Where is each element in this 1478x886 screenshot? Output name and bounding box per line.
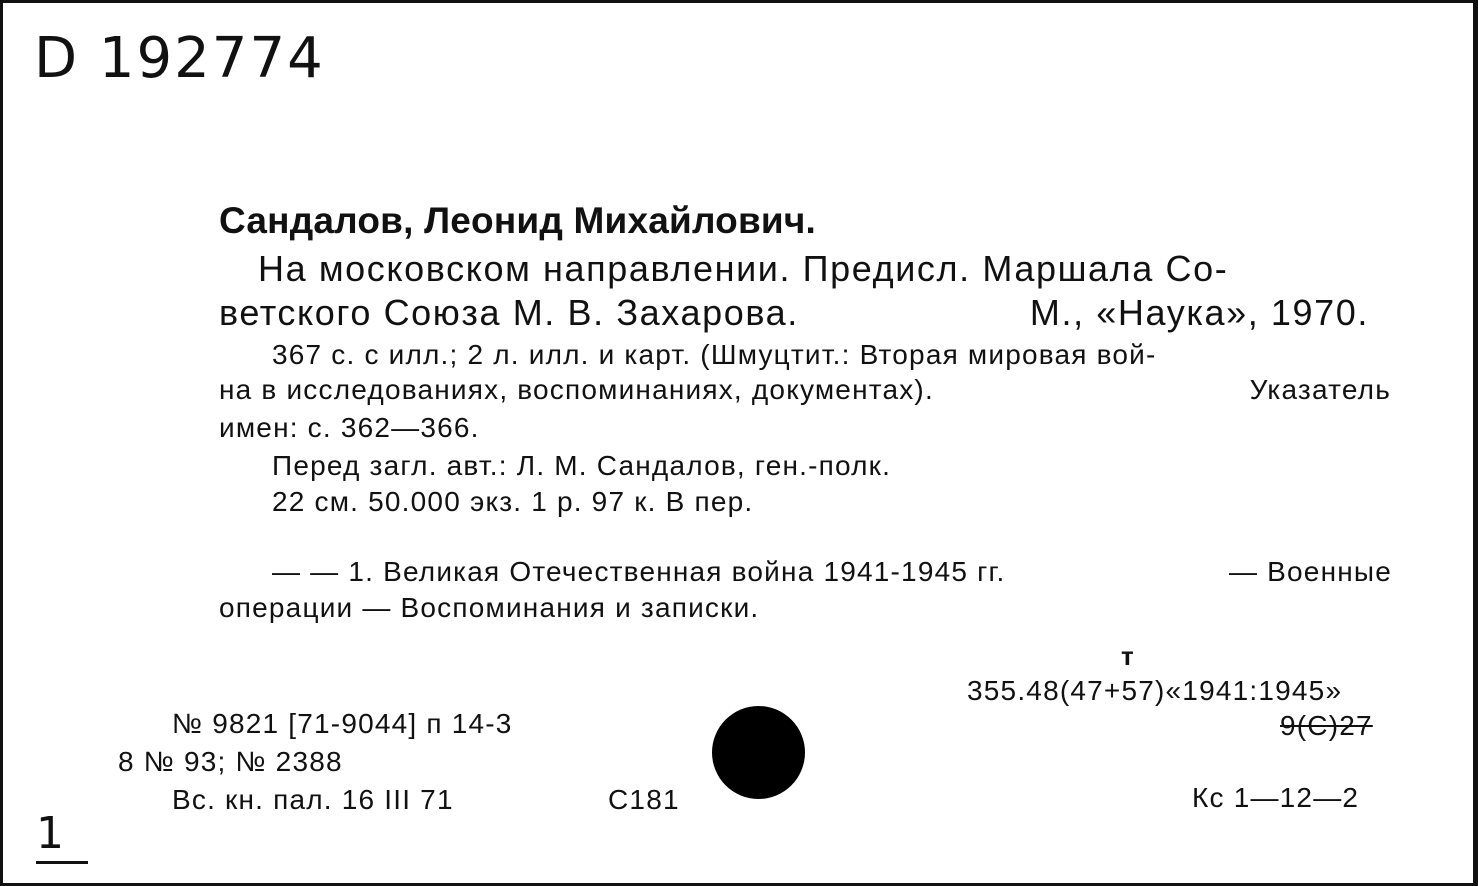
- book-chamber-stamp: Вс. кн. пал. 16 III 71: [172, 784, 454, 815]
- description-line-5: 22 см. 50.000 экз. 1 р. 97 к. В пер.: [272, 486, 754, 517]
- card-border-right: [1473, 0, 1478, 886]
- description-line-1: 367 с. с илл.; 2 л. илл. и карт. (Шмуцтит.: Вторая мировая вой-: [272, 339, 1157, 370]
- title-line-2-text: ветского Союза М. В. Захарова.: [219, 292, 799, 333]
- description-line-4: Перед загл. авт.: Л. М. Сандалов, ген.-полк.: [272, 450, 892, 481]
- tick-mark: т: [1121, 641, 1134, 671]
- card-border-left: [0, 0, 3, 886]
- subject-line-2: операции — Воспоминания и записки.: [219, 592, 760, 623]
- description-line-2-text: на в исследованиях, воспоминаниях, документах).: [219, 374, 934, 405]
- call-number: D 192774: [34, 26, 325, 91]
- title-line-1: На московском направлении. Предисл. Маршала Со-: [258, 248, 1229, 289]
- subject-line-1-end: — Военные: [1228, 556, 1392, 587]
- crossed-code: 9(С)27: [1280, 710, 1373, 741]
- handwritten-mark: 1: [36, 808, 64, 859]
- description-line-3: имен: с. 362—366.: [219, 412, 480, 443]
- handwritten-underline: [36, 861, 88, 864]
- author-heading: Сандалов, Леонид Михайлович.: [219, 200, 817, 241]
- punch-hole: [712, 706, 805, 799]
- classification-index: 355.48(47+57)«1941:1945»: [967, 675, 1343, 706]
- title-line-2: [219, 292, 1369, 334]
- subject-line-1: [272, 556, 1392, 588]
- index-label: Указатель: [1249, 374, 1391, 405]
- order-number: № 9821 [71-9044] п 14-3: [172, 708, 513, 739]
- subject-line-1-text: — — 1. Великая Отечественная война 1941-1945 гг.: [272, 556, 1006, 587]
- kc-code: Кс 1—12—2: [1192, 782, 1360, 813]
- catalog-code: С181: [608, 784, 680, 815]
- description-line-2: [219, 374, 1391, 406]
- card-border-top: [0, 0, 1478, 3]
- publisher-imprint: М., «Наука», 1970.: [1029, 292, 1369, 333]
- batch-number: 8 № 93; № 2388: [118, 746, 343, 777]
